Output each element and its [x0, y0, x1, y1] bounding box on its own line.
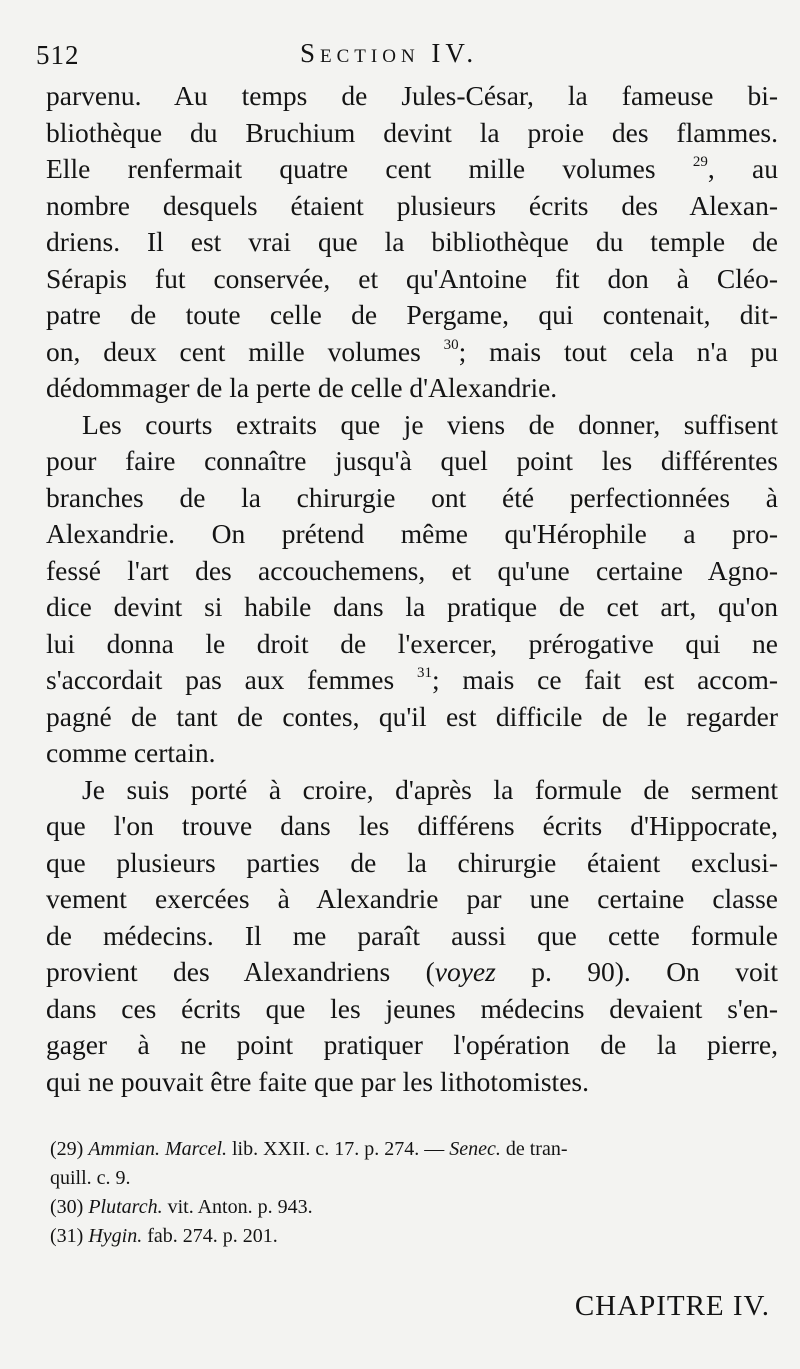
text-line: Je suis porté à croire, d'après la formule de serment: [82, 773, 778, 805]
running-head: Section IV.: [300, 38, 479, 68]
page-number: 512: [36, 40, 80, 70]
text-line: vement exercées à Alexandrie par une certaine classe: [46, 883, 778, 914]
voyez-reference: voyez: [434, 956, 496, 987]
footnote-number: (29): [50, 1138, 84, 1160]
footnote-text: vit. Anton. p. 943.: [162, 1196, 313, 1218]
footnote-author: Plutarch.: [88, 1196, 163, 1218]
text-segment: Elle renfermait quatre cent mille volumes: [46, 153, 656, 184]
catchword: CHAPITRE IV.: [574, 1290, 770, 1322]
footnote-text: lib. XXII. c. 17. p. 274. —: [227, 1138, 450, 1160]
text-line: pagné de tant de contes, qu'il est difficile de le regarder: [46, 700, 778, 732]
text-line: que l'on trouve dans les différens écrits d'Hippocrate,: [46, 810, 778, 841]
text-segment: on, deux cent mille volumes: [46, 335, 421, 367]
footnote-30: [50, 1193, 780, 1222]
text-segment: , au: [707, 153, 778, 184]
text-line: comme certain.: [46, 737, 216, 768]
footnote-number: (31): [50, 1225, 84, 1247]
text-line: bliothèque du Bruchium devint la proie des flammes.: [46, 116, 778, 148]
text-line: de médecins. Il me paraît aussi que cette formule: [46, 919, 778, 951]
text-line: Alexandrie. On prétend même qu'Hérophile a pro-: [46, 518, 778, 549]
footnote-number: (30): [50, 1196, 84, 1218]
footnote-29-continuation: quill. c. 9.: [50, 1167, 131, 1189]
footnote-author: Ammian. Marcel.: [88, 1138, 227, 1160]
text-line: que plusieurs parties de la chirurgie étaient exclusi-: [46, 846, 778, 878]
text-line: fessé l'art des accouchemens, et qu'une certaine Agno-: [46, 554, 778, 586]
text-line: dans ces écrits que les jeunes médecins devaient s'en-: [46, 992, 778, 1024]
text-segment: ; mais ce fait est accom-: [431, 664, 778, 695]
text-line: pour faire connaître jusqu'à quel point les différentes: [46, 445, 778, 476]
text-line: [46, 334, 778, 371]
text-line: dédommager de la perte de celle d'Alexandrie.: [46, 372, 558, 403]
text-line: nombre desquels étaient plusieurs écrits des Alexan-: [46, 189, 778, 221]
footnote-author: Hygin.: [88, 1225, 143, 1247]
footnote-29: [50, 1135, 780, 1164]
footnote-ref-29: 29: [692, 154, 708, 170]
text-line: [46, 954, 778, 991]
footnote-ref-31: 31: [416, 665, 432, 681]
text-line: dice devint si habile dans la pratique de cet art, qu'on: [46, 591, 778, 622]
text-line: lui donna le droit de l'exercer, prérogative qui ne: [46, 627, 778, 659]
footnote-31: [50, 1222, 780, 1251]
text-segment: ; mais tout cela n'a pu: [458, 335, 779, 367]
footnote-ref-30: 30: [443, 336, 459, 353]
text-line: Sérapis fut conservée, et qu'Antoine fit don à Cléo-: [46, 262, 778, 294]
text-line: [46, 151, 778, 188]
body-text: [46, 78, 778, 1100]
text-line: driens. Il est vrai que la bibliothèque du temple de: [46, 226, 778, 257]
text-line: qui ne pouvait être faite que par les lithotomistes.: [46, 1065, 589, 1097]
text-line: patre de toute celle de Pergame, qui contenait, dit-: [46, 299, 778, 330]
footnote-text: fab. 274. p. 201.: [142, 1225, 278, 1247]
text-line: branches de la chirurgie ont été perfectionnées à: [46, 481, 778, 513]
text-segment: s'accordait pas aux femmes: [46, 664, 395, 695]
footnotes: [50, 1135, 780, 1251]
text-segment: provient des Alexandriens (: [46, 956, 435, 987]
text-line: gager à ne point pratiquer l'opération de la pierre,: [46, 1029, 778, 1060]
text-segment: p. 90). On voit: [495, 956, 778, 987]
text-line: Les courts extraits que je viens de donner, suffisent: [82, 408, 778, 440]
text-line: [46, 662, 778, 699]
footnote-text: de tran-: [500, 1138, 568, 1160]
footnote-author: Senec.: [449, 1138, 501, 1160]
text-line: parvenu. Au temps de Jules-César, la fameuse bi-: [46, 80, 778, 111]
